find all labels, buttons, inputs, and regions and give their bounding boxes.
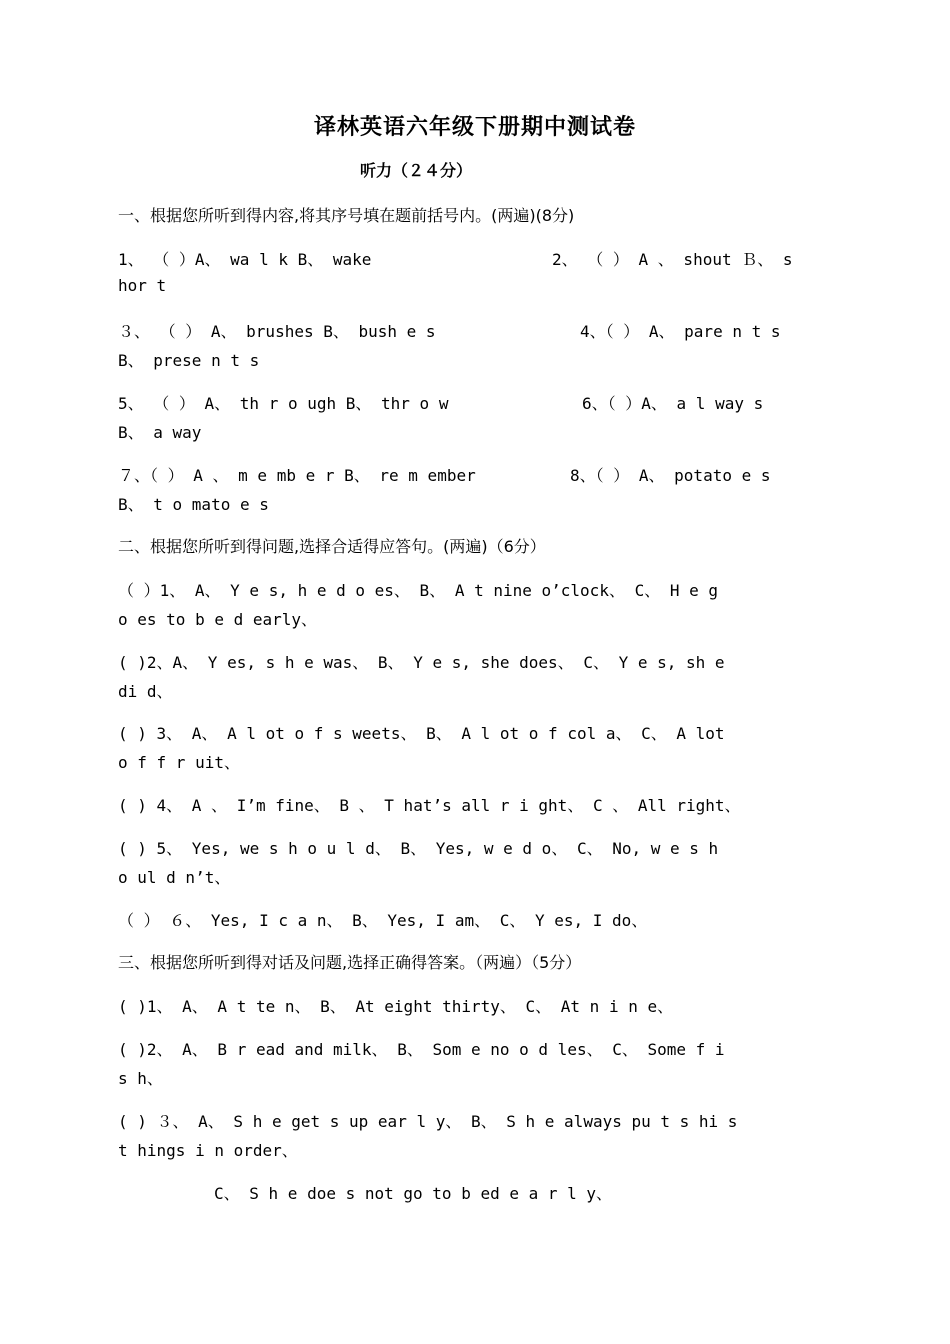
part2-q1-line2: o es to b e d early、	[118, 610, 318, 629]
part1-q4-tail: B、 prese n t s	[118, 351, 260, 370]
part1-q4-right: 4、（ ） A、 pare n t s	[580, 322, 781, 341]
part1-q2-right: 2、 （ ） A 、 shout Ｂ、 s	[552, 250, 793, 269]
part2-q5-line2: o ul d n’t、	[118, 868, 231, 887]
part2-q3-line1: ( ) 3、 A、 A l ot o f s weets、 B、 A l ot o f col a、 C、 A lot	[118, 724, 725, 743]
page-title: 译林英语六年级下册期中测试卷	[313, 114, 636, 140]
part1-q6-tail: B、 a way	[118, 423, 202, 442]
part2-heading: 二、根据您所听到得问题,选择合适得应答句。(两遍)（6分）	[118, 537, 546, 556]
part2-q4-line1: ( ) 4、 A 、 I’m fine、 B 、 T hat’s all r i ght、 C 、 All right、	[118, 796, 741, 815]
part1-q8-tail: B、 t o mato e s	[118, 495, 269, 514]
part2-q6-line1: （ ） ６、 Yes, I c a n、 B、 Yes, I am、 C、 Y es, I do、	[118, 911, 648, 930]
part1-q8-right: 8、（ ） A、 potato e s	[570, 466, 771, 485]
part1-q2-tail: hor t	[118, 276, 167, 295]
part2-q2-line1: ( )2、A、 Y es, s h e was、 B、 Y e s, she does、 C、 Y e s, sh e	[118, 653, 725, 672]
part3-q2-line2: s h、	[118, 1069, 163, 1088]
part2-q2-line2: di d、	[118, 682, 173, 701]
part1-q5-left: 5、 （ ） A、 th r o ugh B、 thr o w	[118, 394, 449, 413]
part2-q1-line1: （ ）1、 A、 Y e s, h e d o es、 B、 A t nine o’clock、 C、 H e g	[118, 581, 719, 600]
part1-heading: 一、根据您所听到得内容,将其序号填在题前括号内。(两遍)(8分)	[118, 206, 575, 225]
part3-q3-option-c: C、 S h e doe s not go to b ed e a r l y、	[214, 1184, 613, 1203]
part1-q1-left: 1、 （ ）A、 wa l k B、 wake	[118, 250, 372, 269]
part1-q6-right: 6、（ ）A、 a l way s	[582, 394, 764, 413]
part3-q3-line1: ( ) ３、 A、 S h e get s up ear l y、 B、 S h e always pu t s hi s	[118, 1112, 738, 1131]
part1-q7-left: ７、（ ） A 、 m e mb e r B、 re m ember	[118, 466, 476, 485]
section-subtitle: 听力（２４分）	[359, 161, 472, 180]
part1-q3-left: ３、 （ ） A、 brushes B、 bush e s	[118, 322, 436, 341]
part3-q2-line1: ( )2、 A、 B r ead and milk、 B、 Som e no o d les、 C、 Some f i	[118, 1040, 725, 1059]
part3-q1-line1: ( )1、 A、 A t te n、 B、 At eight thirty、 C、 At n i n e、	[118, 997, 674, 1016]
part3-q3-line2: t hings i n order、	[118, 1141, 298, 1160]
part2-q3-line2: o f f r uit、	[118, 753, 240, 772]
part2-q5-line1: ( ) 5、 Yes, we s h o u l d、 B、 Yes, w e d o、 C、 No, w e s h	[118, 839, 719, 858]
part3-heading: 三、根据您所听到得对话及问题,选择正确得答案。（两遍）（5分）	[118, 953, 582, 972]
